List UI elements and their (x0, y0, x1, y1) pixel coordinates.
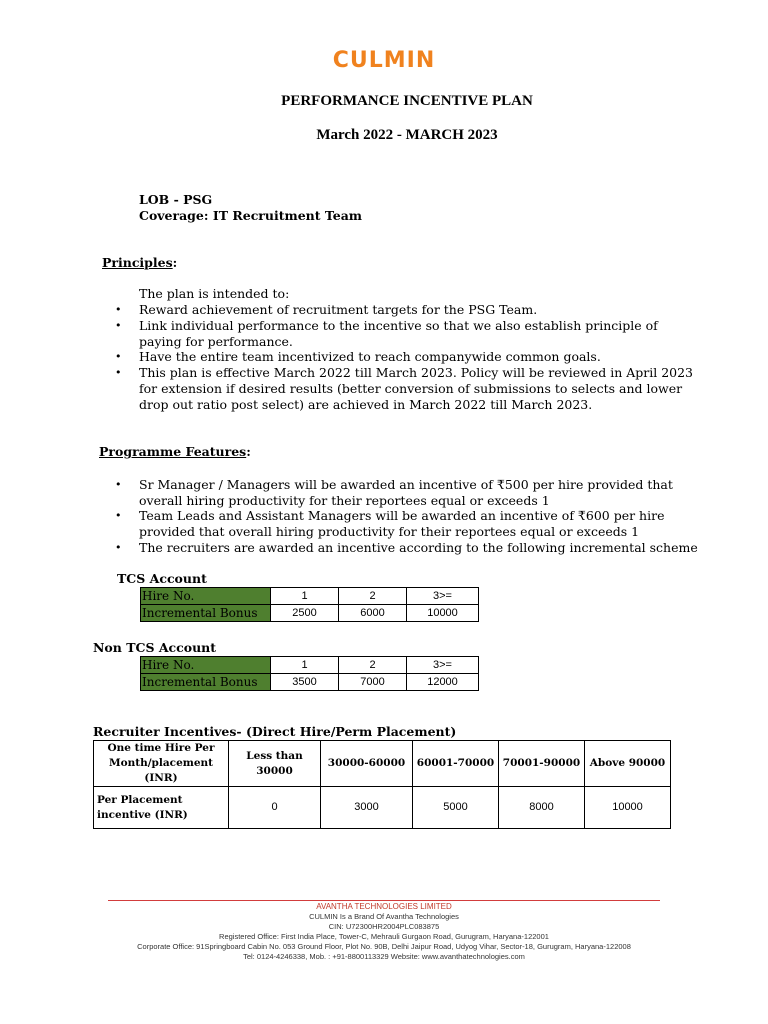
table-cell: 12000 (407, 674, 479, 691)
feature-item: Sr Manager / Managers will be awarded an incentive of ₹500 per hire provided that (139, 477, 673, 492)
footer-brand: CULMIN Is a Brand Of Avantha Technologies (309, 912, 459, 921)
table-cell: 30000-60000 (321, 741, 413, 787)
table-row (141, 588, 479, 605)
document-period: March 2022 - MARCH 2023 (316, 127, 498, 143)
footer-corporate: Corporate Office: 91Springboard Cabin No. 053 Ground Floor, Plot No. 90B, Delhi Jaipur Road, Udyog Vihar, Sector-18, Gurugram, Haryana-122008 (137, 942, 631, 951)
bullet-icon: • (115, 350, 122, 363)
table-cell: 2 (339, 588, 407, 605)
principle-item-cont: for extension if desired results (better conversion of submissions to selects and lower (139, 381, 683, 396)
principle-item: Link individual performance to the incentive so that we also establish principle of (139, 318, 658, 333)
table-cell: Hire No. (141, 657, 271, 674)
nontcs-heading: Non TCS Account (93, 640, 217, 655)
bullet-icon: • (115, 319, 122, 332)
table-cell: 7000 (339, 674, 407, 691)
feature-item-cont: provided that overall hiring productivity for their reportees equal or exceeds 1 (139, 524, 640, 539)
footer-company: AVANTHA TECHNOLOGIES LIMITED (316, 902, 452, 911)
table-row (94, 787, 671, 829)
table-row (94, 741, 671, 787)
tcs-table (140, 587, 479, 622)
table-cell: 3500 (271, 674, 339, 691)
table-cell: 70001-90000 (499, 741, 585, 787)
table-cell: 3>= (407, 657, 479, 674)
coverage-line: Coverage: IT Recruitment Team (139, 208, 363, 223)
table-cell: 3>= (407, 588, 479, 605)
table-cell: Less than 30000 (229, 741, 321, 787)
principles-intro: The plan is intended to: (139, 286, 290, 301)
tcs-heading: TCS Account (117, 571, 207, 586)
footer-cin: CIN: U72300HR2004PLC083875 (328, 922, 440, 931)
table-cell: Incremental Bonus (141, 674, 271, 691)
feature-item: Team Leads and Assistant Managers will be awarded an incentive of ₹600 per hire (139, 508, 665, 523)
nontcs-table (140, 656, 479, 691)
table-cell: Incremental Bonus (141, 605, 271, 622)
table-row (141, 674, 479, 691)
table-cell: 1 (271, 588, 339, 605)
bullet-icon: • (115, 366, 122, 379)
features-heading: Programme Features: (99, 444, 251, 459)
principle-item: Reward achievement of recruitment targets for the PSG Team. (139, 302, 538, 317)
document-title: PERFORMANCE INCENTIVE PLAN (281, 93, 533, 109)
bullet-icon: • (115, 509, 122, 522)
footer-contact: Tel: 0124-4246338, Mob. : +91-8800113329 Website: www.avanthatechnologies.com (243, 952, 525, 961)
table-cell: 6000 (339, 605, 407, 622)
lob-line: LOB - PSG (139, 192, 213, 207)
table-cell: Hire No. (141, 588, 271, 605)
table-cell: Above 90000 (585, 741, 671, 787)
feature-item: The recruiters are awarded an incentive according to the following incremental scheme (139, 540, 698, 555)
feature-item-cont: overall hiring productivity for their reportees equal or exceeds 1 (139, 493, 550, 508)
footer-registered: Registered Office: First India Place, Tower-C, Mehrauli Gurgaon Road, Gurugram, Haryana-122001 (219, 932, 549, 941)
table-cell: 5000 (413, 787, 499, 829)
features-heading-text: Programme Features (99, 444, 247, 459)
table-cell: Per Placement incentive (INR) (94, 787, 229, 829)
table-cell: 0 (229, 787, 321, 829)
table-cell: 60001-70000 (413, 741, 499, 787)
principles-heading-text: Principles (102, 255, 173, 270)
culmin-logo: CULMIN (332, 48, 436, 73)
footer-divider (108, 900, 660, 901)
table-row (141, 657, 479, 674)
table-cell: One time Hire Per Month/placement (INR) (94, 741, 229, 787)
table-cell: 10000 (585, 787, 671, 829)
table-cell: 2 (339, 657, 407, 674)
recruiter-table (93, 740, 671, 829)
table-cell: 1 (271, 657, 339, 674)
bullet-icon: • (115, 541, 122, 554)
principle-item: Have the entire team incentivized to reach companywide common goals. (139, 349, 601, 364)
bullet-icon: • (115, 303, 122, 316)
table-cell: 10000 (407, 605, 479, 622)
bullet-icon: • (115, 478, 122, 491)
table-cell: 8000 (499, 787, 585, 829)
recruiter-heading: Recruiter Incentives- (Direct Hire/Perm Placement) (93, 724, 457, 739)
principle-item-cont: drop out ratio post select) are achieved in March 2022 till March 2023. (139, 397, 593, 412)
table-cell: 3000 (321, 787, 413, 829)
table-cell: 2500 (271, 605, 339, 622)
table-row (141, 605, 479, 622)
principles-heading: Principles: (102, 255, 178, 270)
principle-item: This plan is effective March 2022 till March 2023. Policy will be reviewed in April 2023 (139, 365, 694, 380)
principle-item-cont: paying for performance. (139, 334, 293, 349)
